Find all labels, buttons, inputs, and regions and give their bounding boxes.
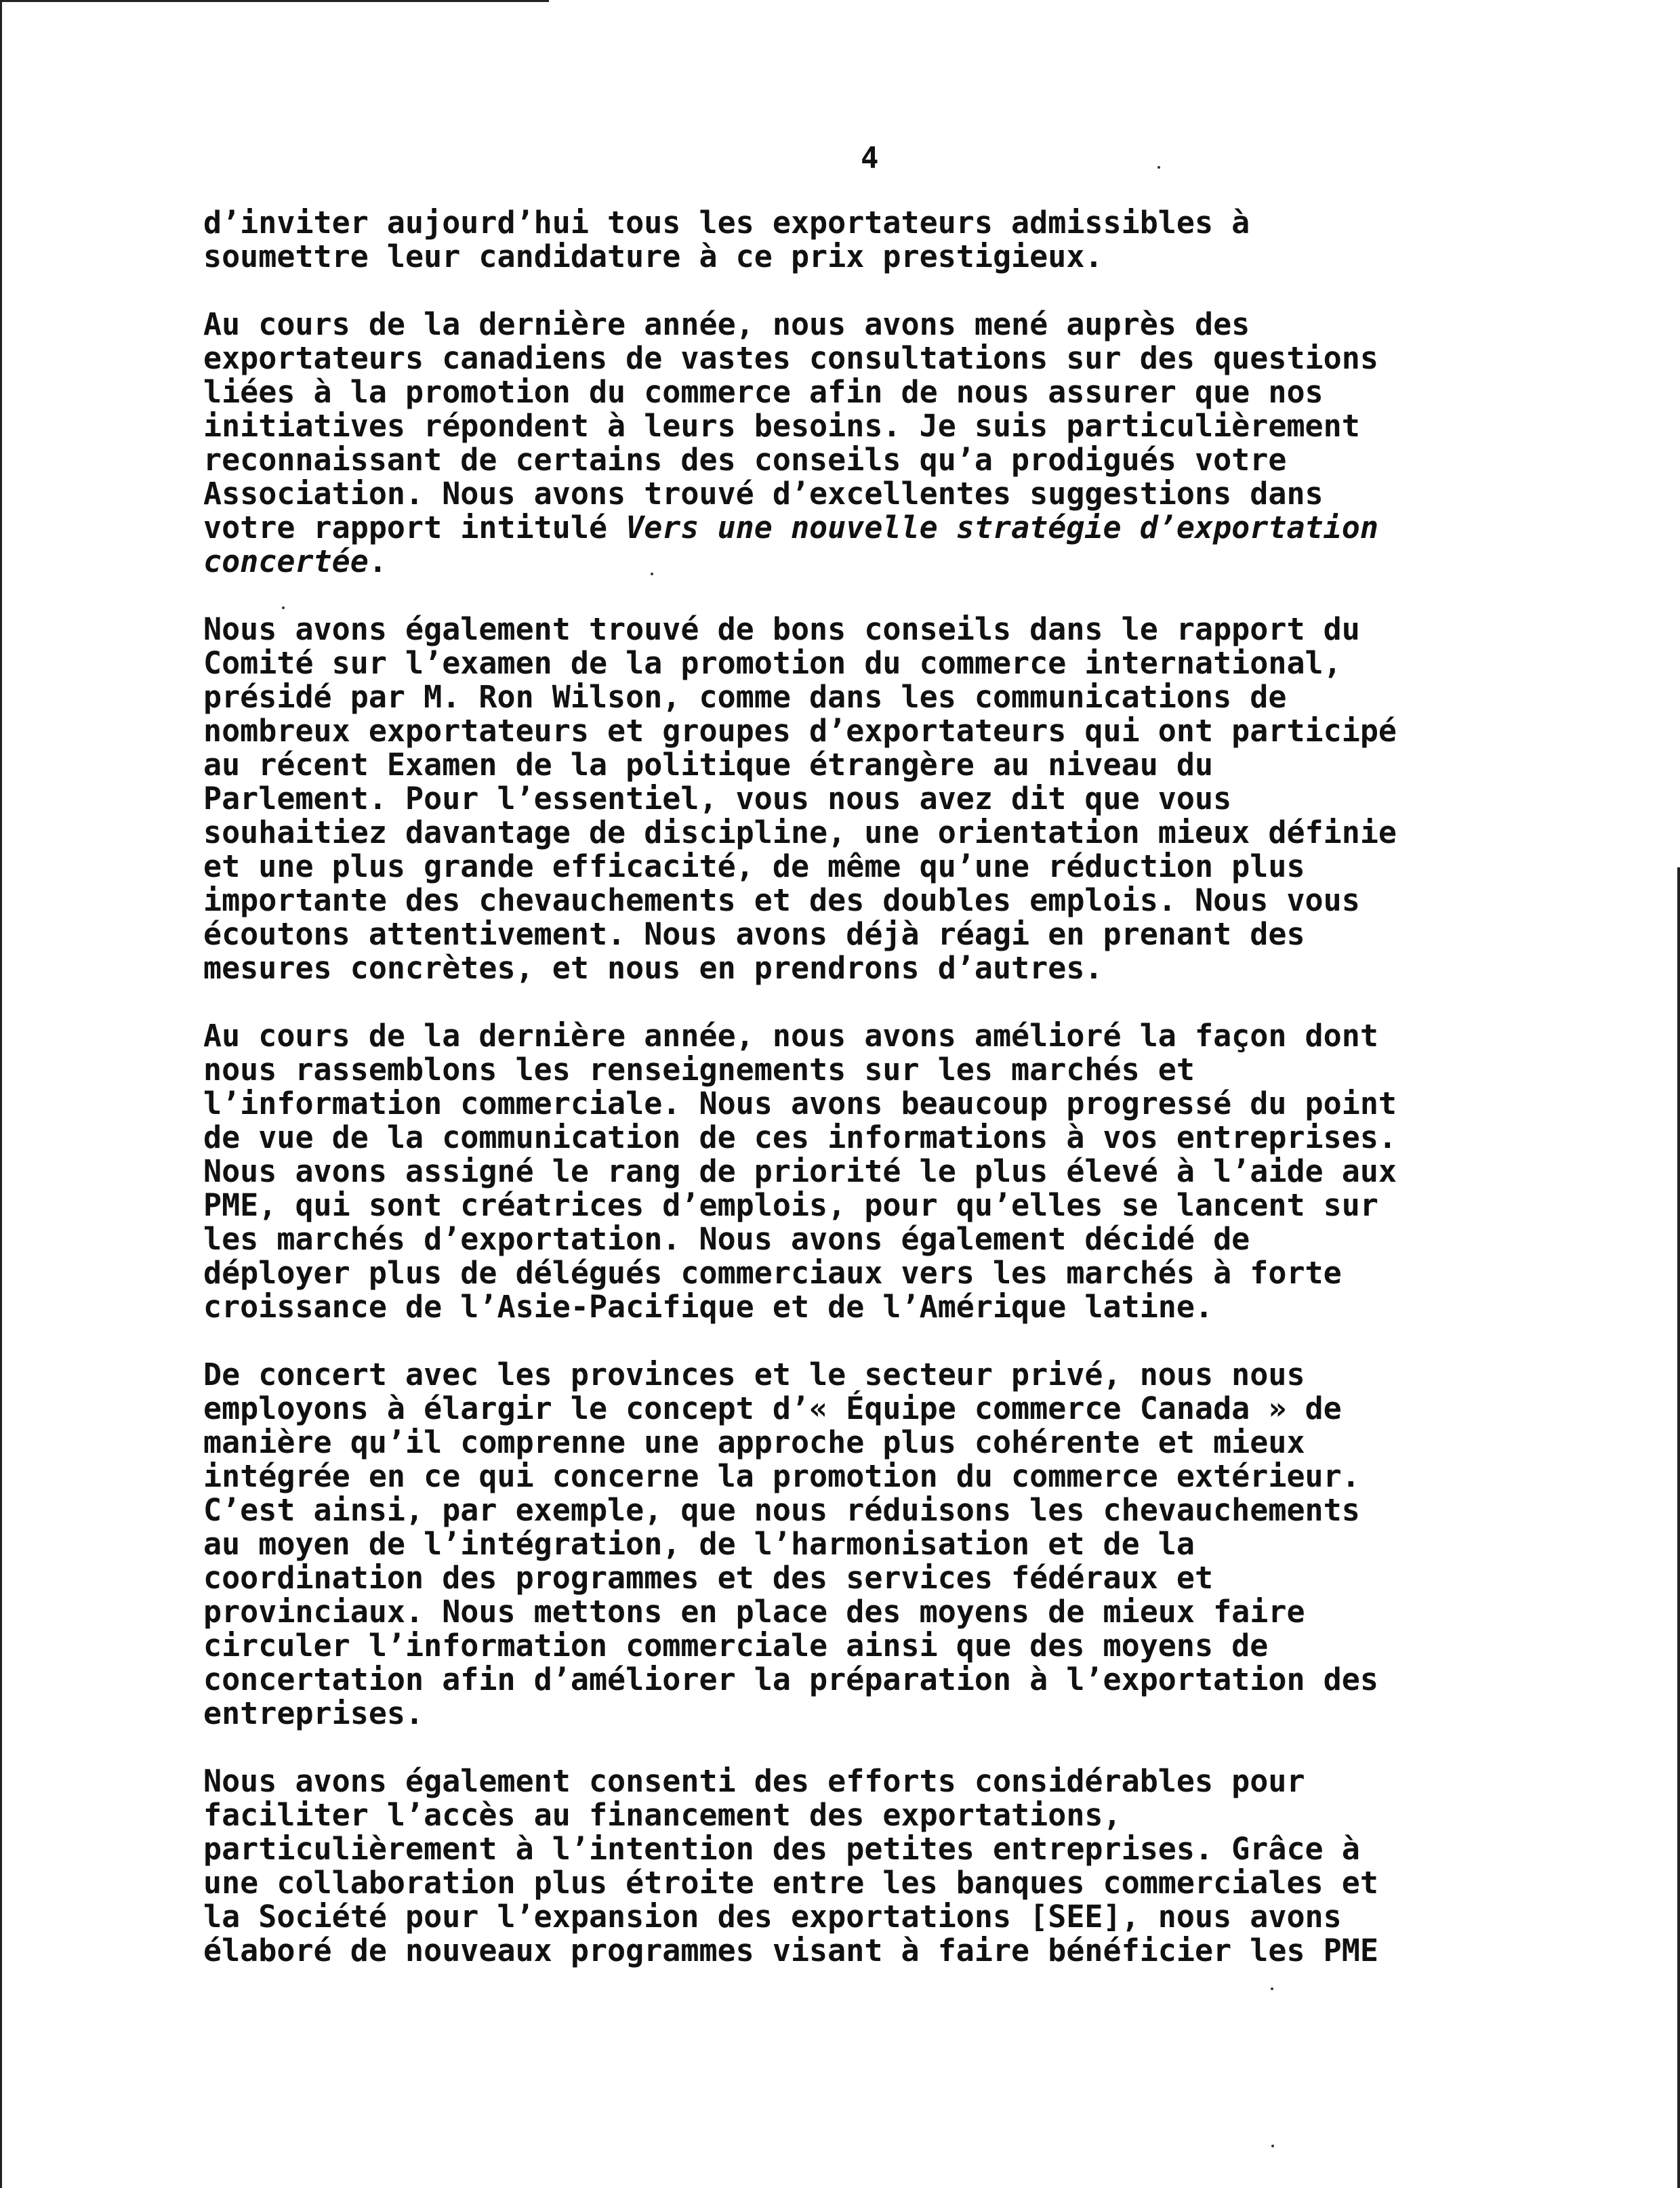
paragraph-6 <box>203 1764 1552 1968</box>
text-line: Parlement. Pour l’essentiel, vous nous avez dit que vous <box>203 781 1232 817</box>
text-line: initiatives répondent à leurs besoins. Je suis particulièrement <box>203 408 1360 444</box>
text-line: élaboré de nouveaux programmes visant à faire bénéficier les PME <box>203 1933 1378 1968</box>
text-line: Au cours de la dernière année, nous avons amélioré la façon dont <box>203 1018 1378 1054</box>
text-line: liées à la promotion du commerce afin de nous assurer que nos <box>203 374 1324 410</box>
paragraph-2 <box>203 308 1552 579</box>
text-line: manière qu’il comprenne une approche plus cohérente et mieux <box>203 1424 1305 1460</box>
text-line: présidé par M. Ron Wilson, comme dans les communications de <box>203 679 1287 715</box>
text-line: reconnaissant de certains des conseils qu’a prodigués votre <box>203 442 1287 478</box>
text-line: au récent Examen de la politique étrangère au niveau du <box>203 747 1214 783</box>
document-body <box>203 206 1552 2002</box>
text-line: au moyen de l’intégration, de l’harmonisation et de la <box>203 1526 1195 1562</box>
paragraph-4 <box>203 1019 1552 1324</box>
text-line: provinciaux. Nous mettons en place des moyens de mieux faire <box>203 1594 1305 1630</box>
text-line: employons à élargir le concept d’« Équipe commerce Canada » de <box>203 1390 1342 1426</box>
text-line: de vue de la communication de ces informations à vos entreprises. <box>203 1119 1397 1155</box>
text-line: importante des chevauchements et des doubles emplois. Nous vous <box>203 882 1360 918</box>
text-line: Nous avons également trouvé de bons conseils dans le rapport du <box>203 611 1360 647</box>
text-line: particulièrement à l’intention des petites entreprises. Grâce à <box>203 1831 1360 1867</box>
text-fragment: . <box>368 543 387 579</box>
scan-speck <box>1271 2145 1274 2147</box>
text-line: entreprises. <box>203 1695 424 1731</box>
text-line: une collaboration plus étroite entre les banques commerciales et <box>203 1865 1378 1901</box>
text-line: PME, qui sont créatrices d’emplois, pour qu’elles se lancent sur <box>203 1187 1378 1223</box>
text-line: intégrée en ce qui concerne la promotion du commerce extérieur. <box>203 1458 1360 1494</box>
text-line: la Société pour l’expansion des exportations [SEE], nous avons <box>203 1899 1342 1935</box>
text-line: nous rassemblons les renseignements sur les marchés et <box>203 1052 1195 1088</box>
text-line: exportateurs canadiens de vastes consultations sur des questions <box>203 340 1378 376</box>
text-line: souhaitiez davantage de discipline, une orientation mieux définie <box>203 814 1397 850</box>
text-line-with-title <box>203 511 1552 545</box>
text-line: C’est ainsi, par exemple, que nous réduisons les chevauchements <box>203 1492 1360 1528</box>
text-line: faciliter l’accès au financement des exportations, <box>203 1797 1122 1833</box>
paragraph-5 <box>203 1358 1552 1731</box>
report-title: Vers une nouvelle stratégie d’exportation <box>626 510 1378 545</box>
text-line: concertation afin d’améliorer la préparation à l’exportation des <box>203 1661 1378 1697</box>
text-line: Comité sur l’examen de la promotion du commerce international, <box>203 645 1342 681</box>
text-line: De concert avec les provinces et le secteur privé, nous nous <box>203 1357 1305 1392</box>
text-line: mesures concrètes, et nous en prendrons d’autres. <box>203 950 1103 986</box>
scan-speck <box>651 573 653 575</box>
text-fragment: votre rapport intitulé <box>203 510 626 545</box>
text-line: déployer plus de délégués commerciaux vers les marchés à forte <box>203 1255 1342 1291</box>
text-line-with-title <box>203 545 1552 579</box>
text-line: Association. Nous avons trouvé d’excellentes suggestions dans <box>203 476 1324 512</box>
report-title-end: concertée <box>203 543 369 579</box>
text-line: d’inviter aujourd’hui tous les exportateurs admissibles à <box>203 205 1250 241</box>
page-number: 4 <box>861 141 879 176</box>
paragraph-3 <box>203 613 1552 985</box>
top-scan-edge <box>0 0 549 2</box>
right-scan-edge <box>1677 867 1680 2188</box>
text-line: circuler l’information commerciale ainsi que des moyens de <box>203 1628 1269 1664</box>
text-line: l’information commerciale. Nous avons beaucoup progressé du point <box>203 1086 1397 1121</box>
text-line: croissance de l’Asie-Pacifique et de l’Amérique latine. <box>203 1289 1214 1325</box>
scan-speck <box>1157 166 1160 169</box>
scan-speck <box>1271 1987 1273 1990</box>
text-line: soumettre leur candidature à ce prix prestigieux. <box>203 239 1103 274</box>
left-scan-edge <box>0 0 2 2188</box>
text-line: Nous avons assigné le rang de priorité le plus élevé à l’aide aux <box>203 1153 1397 1189</box>
text-line: écoutons attentivement. Nous avons déjà réagi en prenant des <box>203 916 1305 952</box>
paragraph-1 <box>203 206 1552 274</box>
text-line: et une plus grande efficacité, de même qu’une réduction plus <box>203 848 1305 884</box>
scan-speck <box>282 606 285 609</box>
text-line: coordination des programmes et des services fédéraux et <box>203 1560 1214 1596</box>
text-line: les marchés d’exportation. Nous avons également décidé de <box>203 1221 1250 1257</box>
text-line: nombreux exportateurs et groupes d’exportateurs qui ont participé <box>203 713 1397 749</box>
text-line: Nous avons également consenti des efforts considérables pour <box>203 1763 1305 1799</box>
text-line: Au cours de la dernière année, nous avons mené auprès des <box>203 306 1250 342</box>
